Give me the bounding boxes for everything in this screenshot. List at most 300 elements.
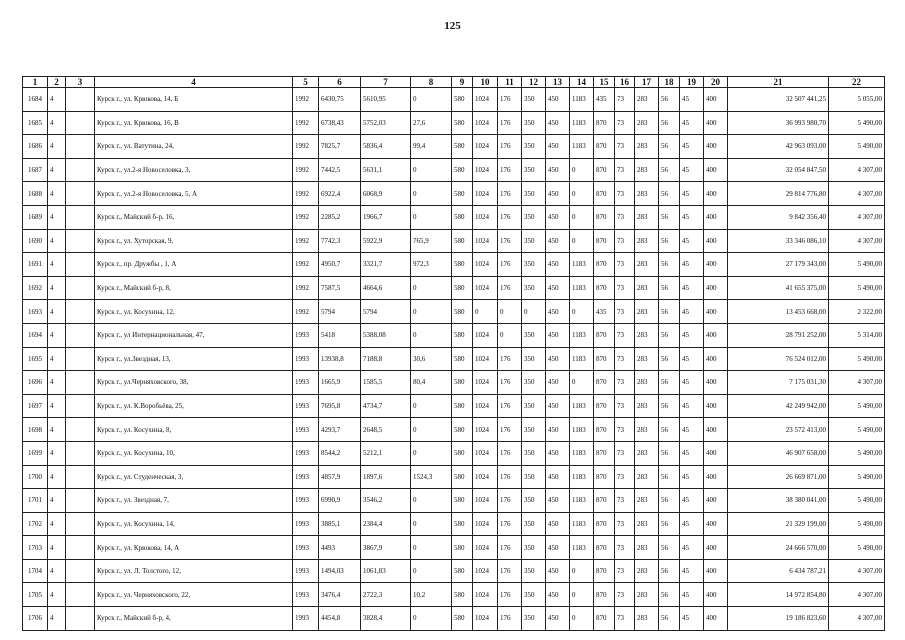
table-cell: 6430,75 [319, 88, 361, 112]
table-cell: 580 [452, 489, 473, 513]
column-header: 3 [66, 77, 95, 88]
table-cell: 5418 [319, 323, 361, 347]
table-cell: 2722,3 [361, 583, 411, 607]
table-cell: 42 249 942,00 [728, 394, 829, 418]
table-cell: 283 [635, 394, 659, 418]
table-cell: 176 [498, 135, 522, 159]
table-cell: 1993 [293, 323, 319, 347]
table-cell: 1701 [23, 489, 48, 513]
table-row [23, 135, 885, 159]
table-cell: 400 [704, 371, 728, 395]
table-cell: 23 572 413,00 [728, 418, 829, 442]
table-cell: Курск г., ул. Хуторская, 9, [95, 229, 293, 253]
table-cell: 1024 [473, 111, 498, 135]
table-cell: Курск г., ул. Крюкова, 14, А [95, 536, 293, 560]
table-cell: 1993 [293, 489, 319, 513]
table-cell: 1702 [23, 512, 48, 536]
table-cell: 4 307,00 [829, 182, 885, 206]
table-cell: 350 [522, 135, 546, 159]
column-header: 18 [659, 77, 680, 88]
table-cell: 0 [411, 276, 452, 300]
table-cell: 0 [411, 607, 452, 631]
table-cell: 450 [546, 607, 570, 631]
table-cell: 45 [680, 607, 704, 631]
table-cell: 45 [680, 489, 704, 513]
table-cell: 350 [522, 371, 546, 395]
table-cell: 400 [704, 229, 728, 253]
table-cell: 400 [704, 276, 728, 300]
table-cell: 580 [452, 135, 473, 159]
table-cell: 73 [615, 512, 635, 536]
table-cell: 1024 [473, 135, 498, 159]
table-cell: 1690 [23, 229, 48, 253]
table-cell: 1992 [293, 158, 319, 182]
table-cell: 450 [546, 465, 570, 489]
table-cell [66, 323, 95, 347]
table-cell: 7188,8 [361, 347, 411, 371]
table-cell: 580 [452, 88, 473, 112]
table-cell: 350 [522, 465, 546, 489]
table-cell: 580 [452, 371, 473, 395]
column-header: 6 [319, 77, 361, 88]
table-cell: 870 [594, 536, 615, 560]
table-cell: 56 [659, 276, 680, 300]
table-cell: 1693 [23, 300, 48, 324]
table-cell: 73 [615, 182, 635, 206]
table-cell: 4293,7 [319, 418, 361, 442]
table-cell: 176 [498, 489, 522, 513]
table-cell: 450 [546, 394, 570, 418]
table-cell: 450 [546, 418, 570, 442]
table-cell: 1585,5 [361, 371, 411, 395]
table-cell: 4 307,00 [829, 583, 885, 607]
table-cell: 176 [498, 583, 522, 607]
table-cell: 1993 [293, 347, 319, 371]
table-cell: 73 [615, 135, 635, 159]
table-cell: 56 [659, 394, 680, 418]
table-cell: 176 [498, 111, 522, 135]
table-cell: 870 [594, 465, 615, 489]
table-cell: 176 [498, 441, 522, 465]
table-row [23, 418, 885, 442]
table-cell: 450 [546, 276, 570, 300]
table-cell: 350 [522, 253, 546, 277]
table-cell: 450 [546, 536, 570, 560]
table-cell: 350 [522, 111, 546, 135]
table-cell: 176 [498, 253, 522, 277]
table-cell: 0 [498, 323, 522, 347]
table-cell: 4 [48, 441, 66, 465]
table-cell: 4 [48, 323, 66, 347]
table-cell: 45 [680, 276, 704, 300]
table-cell: 42 963 093,00 [728, 135, 829, 159]
table-cell: 4 [48, 182, 66, 206]
table-cell: 8544,2 [319, 441, 361, 465]
table-cell: 5 490,00 [829, 536, 885, 560]
table-cell: 870 [594, 394, 615, 418]
table-cell: 3321,7 [361, 253, 411, 277]
table-cell: 45 [680, 512, 704, 536]
table-cell: 4 [48, 559, 66, 583]
table-cell: 4 [48, 300, 66, 324]
table-cell: 176 [498, 607, 522, 631]
table-cell: 580 [452, 607, 473, 631]
table-cell: 283 [635, 418, 659, 442]
table-cell: 45 [680, 465, 704, 489]
table-cell: 4 307,00 [829, 607, 885, 631]
table-cell [66, 276, 95, 300]
table-cell: 5 490,00 [829, 441, 885, 465]
table-cell [66, 158, 95, 182]
table-cell: 2384,4 [361, 512, 411, 536]
table-cell: 400 [704, 536, 728, 560]
table-cell: 27 179 343,00 [728, 253, 829, 277]
table-cell: Курск г., ул. Косухина, 8, [95, 418, 293, 442]
table-cell: Курск г., ул. Звездная, 7, [95, 489, 293, 513]
table-row [23, 276, 885, 300]
table-cell: 73 [615, 158, 635, 182]
table-cell: 1494,03 [319, 559, 361, 583]
table-cell: 5922,9 [361, 229, 411, 253]
table-cell: 350 [522, 205, 546, 229]
table-cell: Курск г., ул Интернациональная, 47, [95, 323, 293, 347]
table-cell: 45 [680, 536, 704, 560]
table-cell: 4 [48, 489, 66, 513]
table-cell: 400 [704, 158, 728, 182]
table-cell: 435 [594, 88, 615, 112]
table-row [23, 489, 885, 513]
table-cell [66, 559, 95, 583]
table-cell: 56 [659, 182, 680, 206]
table-cell: 1024 [473, 441, 498, 465]
table-cell: 6068,9 [361, 182, 411, 206]
table-cell: 45 [680, 111, 704, 135]
table-cell: 1705 [23, 583, 48, 607]
table-cell: 283 [635, 158, 659, 182]
table-cell: 350 [522, 559, 546, 583]
table-cell: 350 [522, 583, 546, 607]
table-cell: 5 055,00 [829, 88, 885, 112]
table-cell: 0 [498, 300, 522, 324]
table-cell: 1993 [293, 418, 319, 442]
table-cell: 7742,3 [319, 229, 361, 253]
table-cell: 450 [546, 229, 570, 253]
table-cell: 0 [570, 300, 594, 324]
table-cell: Курск г., Майский б-р, 16, [95, 205, 293, 229]
table-cell: 4 [48, 111, 66, 135]
table-cell: 283 [635, 135, 659, 159]
table-cell: 73 [615, 371, 635, 395]
table-cell: 4454,8 [319, 607, 361, 631]
table-cell: Курск г., ул. Студенческая, 3, [95, 465, 293, 489]
table-cell: 56 [659, 512, 680, 536]
table-cell: 1183 [570, 111, 594, 135]
table-cell: 3546,2 [361, 489, 411, 513]
table-row [23, 158, 885, 182]
table-cell: Курск г., ул. Косухина, 10, [95, 441, 293, 465]
table-cell: 580 [452, 418, 473, 442]
table-row [23, 229, 885, 253]
table-cell: 870 [594, 253, 615, 277]
table-cell: 56 [659, 323, 680, 347]
table-cell: 450 [546, 559, 570, 583]
table-cell: 350 [522, 88, 546, 112]
table-cell: 1993 [293, 371, 319, 395]
table-row [23, 559, 885, 583]
table-cell: 450 [546, 512, 570, 536]
table-cell: 6 434 787,21 [728, 559, 829, 583]
table-cell: 0 [570, 583, 594, 607]
table-row [23, 607, 885, 631]
table-cell: 283 [635, 559, 659, 583]
table-cell: 580 [452, 229, 473, 253]
column-header: 12 [522, 77, 546, 88]
table-cell [66, 253, 95, 277]
table-cell: 4950,7 [319, 253, 361, 277]
table-cell: 4 [48, 253, 66, 277]
table-cell: 450 [546, 441, 570, 465]
table-row [23, 441, 885, 465]
table-cell: 6922,4 [319, 182, 361, 206]
table-cell: 283 [635, 371, 659, 395]
table-cell: 1024 [473, 253, 498, 277]
table-cell: 1697 [23, 394, 48, 418]
table-cell: 0 [570, 229, 594, 253]
page-number: 125 [444, 20, 461, 32]
table-cell: 350 [522, 229, 546, 253]
table-cell: 0 [411, 512, 452, 536]
table-cell: 45 [680, 559, 704, 583]
table-cell: 400 [704, 111, 728, 135]
table-cell: 450 [546, 323, 570, 347]
table-cell: 1024 [473, 347, 498, 371]
table-cell: 1692 [23, 276, 48, 300]
table-cell: 41 655 375,00 [728, 276, 829, 300]
table-cell: 45 [680, 371, 704, 395]
table-cell: 73 [615, 205, 635, 229]
table-cell: 1183 [570, 418, 594, 442]
table-cell: 3867,9 [361, 536, 411, 560]
table-cell: 73 [615, 418, 635, 442]
table-cell: 73 [615, 111, 635, 135]
table-cell: 4 [48, 229, 66, 253]
table-cell: 283 [635, 489, 659, 513]
table-cell: 1183 [570, 441, 594, 465]
table-cell: 870 [594, 182, 615, 206]
table-cell: 73 [615, 300, 635, 324]
table-cell: 0 [411, 182, 452, 206]
table-cell: 450 [546, 158, 570, 182]
table-cell: 283 [635, 583, 659, 607]
table-cell: 5794 [319, 300, 361, 324]
table-cell: 1695 [23, 347, 48, 371]
table-cell: 400 [704, 182, 728, 206]
table-cell: 450 [546, 371, 570, 395]
table-cell: 176 [498, 536, 522, 560]
table-cell: 5 490,00 [829, 253, 885, 277]
table-cell: 56 [659, 88, 680, 112]
table-cell: 56 [659, 583, 680, 607]
table-cell: 45 [680, 323, 704, 347]
table-cell: 350 [522, 394, 546, 418]
column-header: 7 [361, 77, 411, 88]
table-row [23, 182, 885, 206]
table-cell: 33 346 086,10 [728, 229, 829, 253]
table-row [23, 323, 885, 347]
table-cell: 24 666 570,00 [728, 536, 829, 560]
table-row [23, 347, 885, 371]
table-cell: Курск г., пр. Дружбы , 1, А [95, 253, 293, 277]
table-cell: 6738,43 [319, 111, 361, 135]
table-row [23, 583, 885, 607]
table-cell: 4 [48, 135, 66, 159]
table-cell: 5794 [361, 300, 411, 324]
table-cell: 870 [594, 205, 615, 229]
table-cell: 0 [411, 394, 452, 418]
table-cell: 56 [659, 489, 680, 513]
table-cell: 283 [635, 182, 659, 206]
table-cell: 1993 [293, 559, 319, 583]
table-cell: 450 [546, 489, 570, 513]
table-cell: 32 054 847,50 [728, 158, 829, 182]
column-header: 22 [829, 77, 885, 88]
table-cell: 56 [659, 111, 680, 135]
table-cell: 0 [570, 607, 594, 631]
table-cell: 450 [546, 111, 570, 135]
table-cell: 870 [594, 489, 615, 513]
table-cell: 45 [680, 135, 704, 159]
table-cell: 26 669 871,00 [728, 465, 829, 489]
table-cell: 1024 [473, 371, 498, 395]
table-cell: 45 [680, 253, 704, 277]
table-cell [66, 536, 95, 560]
table-cell: 450 [546, 135, 570, 159]
column-header: 11 [498, 77, 522, 88]
table-cell: 80,4 [411, 371, 452, 395]
column-header: 1 [23, 77, 48, 88]
table-cell: 1024 [473, 465, 498, 489]
table-row [23, 465, 885, 489]
table-cell: 176 [498, 205, 522, 229]
table-cell: 580 [452, 300, 473, 324]
table-cell: 450 [546, 182, 570, 206]
table-cell: 1685 [23, 111, 48, 135]
column-header: 5 [293, 77, 319, 88]
table-cell: 450 [546, 88, 570, 112]
table-cell: 350 [522, 536, 546, 560]
table-cell: 99,4 [411, 135, 452, 159]
table-cell: 5 490,00 [829, 418, 885, 442]
table-cell: 45 [680, 182, 704, 206]
table-cell: 350 [522, 607, 546, 631]
table-cell: 0 [411, 441, 452, 465]
table-cell: 283 [635, 229, 659, 253]
table-cell: 32 507 441,25 [728, 88, 829, 112]
table-cell: 1024 [473, 182, 498, 206]
table-cell: 5 314,00 [829, 323, 885, 347]
table-cell: 1992 [293, 182, 319, 206]
table-cell: 870 [594, 111, 615, 135]
table-cell: 1183 [570, 465, 594, 489]
table-cell: 870 [594, 276, 615, 300]
table-cell: 29 814 776,80 [728, 182, 829, 206]
table-cell: 73 [615, 229, 635, 253]
table-cell: 283 [635, 465, 659, 489]
table-cell: 870 [594, 347, 615, 371]
table-cell: 1061,83 [361, 559, 411, 583]
table-cell: 56 [659, 465, 680, 489]
table-cell: 1686 [23, 135, 48, 159]
table-cell [66, 135, 95, 159]
table-cell: Курск г., ул. К.Воробьёва, 25, [95, 394, 293, 418]
table-cell: 4 [48, 276, 66, 300]
table-row [23, 536, 885, 560]
table-cell: 176 [498, 88, 522, 112]
table-cell: 73 [615, 559, 635, 583]
table-cell: 870 [594, 418, 615, 442]
table-cell: 0 [411, 158, 452, 182]
table-cell: 4 [48, 418, 66, 442]
table-cell: 1992 [293, 88, 319, 112]
table-cell: 73 [615, 441, 635, 465]
table-cell: 21 329 199,00 [728, 512, 829, 536]
table-cell: 1684 [23, 88, 48, 112]
table-cell: 580 [452, 394, 473, 418]
table-cell: 1183 [570, 253, 594, 277]
table-cell [66, 607, 95, 631]
table-cell: 1897,6 [361, 465, 411, 489]
table-cell: 580 [452, 276, 473, 300]
table-cell: 1699 [23, 441, 48, 465]
table-cell: 580 [452, 536, 473, 560]
table-cell: 45 [680, 158, 704, 182]
table-cell: Курск г., ул.Черняховского, 38, [95, 371, 293, 395]
table-cell: 4 307,00 [829, 158, 885, 182]
table-cell: 56 [659, 300, 680, 324]
table-cell: 1992 [293, 205, 319, 229]
table-cell: Курск г., ул. Л. Толстого, 12, [95, 559, 293, 583]
table-cell: 1183 [570, 88, 594, 112]
table-cell: 176 [498, 158, 522, 182]
table-cell: 1706 [23, 607, 48, 631]
table-cell: 176 [498, 465, 522, 489]
table-cell: 1183 [570, 512, 594, 536]
table-cell: 176 [498, 512, 522, 536]
table-cell: 45 [680, 418, 704, 442]
table-cell: 56 [659, 418, 680, 442]
table-cell: 580 [452, 441, 473, 465]
table-cell: 5 490,00 [829, 489, 885, 513]
table-cell: 4 [48, 88, 66, 112]
table-row [23, 253, 885, 277]
table-cell: Курск г., Майский б-р, 4, [95, 607, 293, 631]
table-cell: 1696 [23, 371, 48, 395]
table-cell: 3885,1 [319, 512, 361, 536]
table-cell: 400 [704, 607, 728, 631]
table-cell: 56 [659, 158, 680, 182]
table-cell: 350 [522, 276, 546, 300]
table-cell: 1024 [473, 88, 498, 112]
table-cell: 400 [704, 347, 728, 371]
table-cell: 28 791 252,00 [728, 323, 829, 347]
column-header: 20 [704, 77, 728, 88]
table-row [23, 371, 885, 395]
table-cell [66, 583, 95, 607]
table-cell: 56 [659, 536, 680, 560]
table-cell: 580 [452, 182, 473, 206]
table-cell: 580 [452, 559, 473, 583]
table-cell: 45 [680, 441, 704, 465]
